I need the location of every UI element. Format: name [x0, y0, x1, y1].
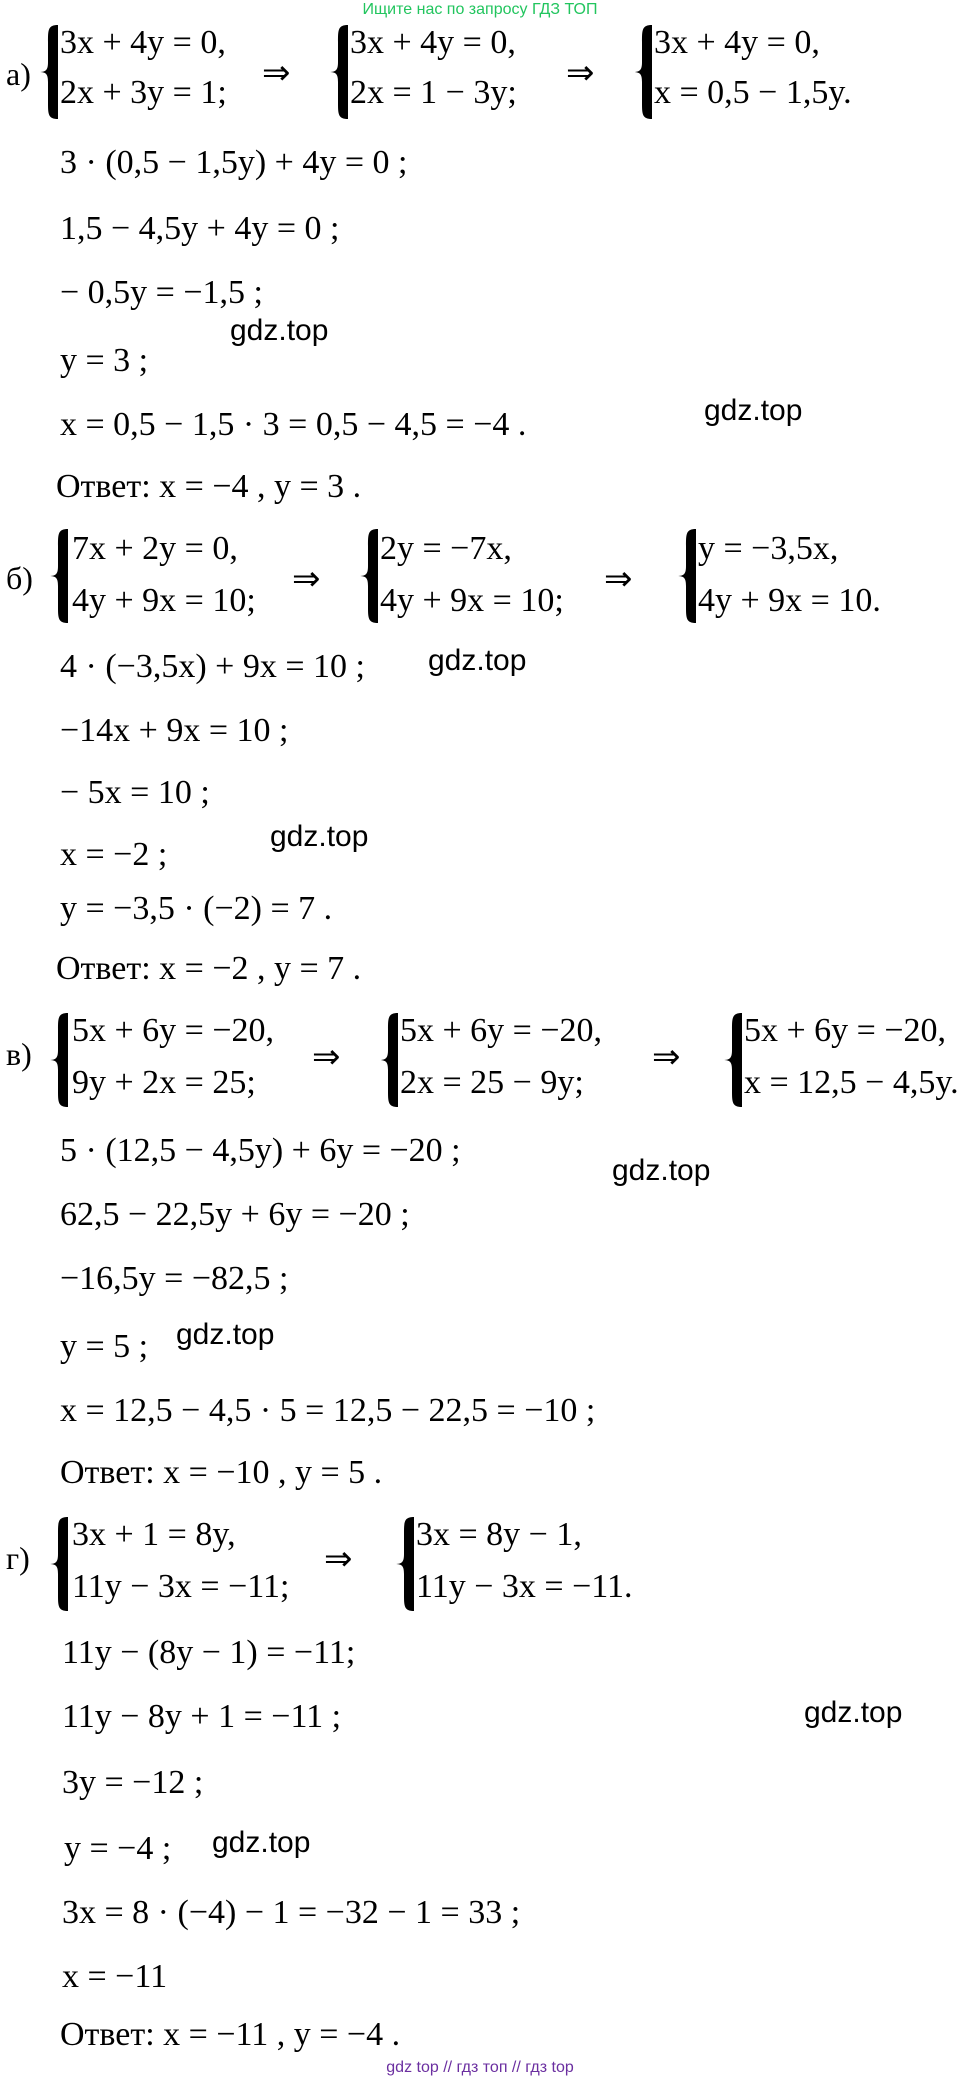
solution-step: 3 · (0,5 − 1,5y) + 4y = 0 ; — [60, 144, 408, 181]
system-line: 3x + 4y = 0, — [350, 24, 516, 61]
solution-step: − 0,5y = −1,5 ; — [60, 274, 263, 311]
implies-arrow: ⇒ — [604, 559, 633, 599]
system-line: 4y + 9x = 10; — [72, 582, 256, 619]
solution-step: 1,5 − 4,5y + 4y = 0 ; — [60, 210, 340, 247]
system-line: 9y + 2x = 25; — [72, 1064, 256, 1101]
system-line: 2x = 25 − 9y; — [400, 1064, 584, 1101]
answer-line: Ответ: x = −4 , y = 3 . — [56, 468, 362, 505]
system-line: 4y + 9x = 10; — [380, 582, 564, 619]
system-brace — [630, 22, 656, 122]
system-line: 5x + 6y = −20, — [72, 1012, 275, 1049]
solution-step: 5 · (12,5 − 4,5y) + 6y = −20 ; — [60, 1132, 461, 1169]
system-line: 3x + 4y = 0, — [654, 24, 820, 61]
system-line: 5x + 6y = −20, — [744, 1012, 947, 1049]
system-line: 3x + 4y = 0, — [60, 24, 226, 61]
implies-arrow: ⇒ — [292, 559, 321, 599]
system-brace — [36, 22, 62, 122]
implies-arrow: ⇒ — [312, 1037, 341, 1077]
answer-line: Ответ: x = −10 , y = 5 . — [60, 1454, 383, 1491]
bottom-banner: gdz top // гдз топ // гдз top — [386, 2059, 574, 2076]
system-line: 4y + 9x = 10. — [698, 582, 881, 619]
answer-line: Ответ: x = −11 , y = −4 . — [60, 2016, 401, 2053]
watermark: gdz.top — [804, 1696, 903, 1729]
system-brace — [674, 526, 700, 626]
solution-step: −14x + 9x = 10 ; — [60, 712, 289, 749]
system-line: 3x = 8y − 1, — [416, 1516, 582, 1553]
part-label-a: а) — [6, 56, 31, 92]
top-banner: Ищите нас по запросу ГДЗ ТОП — [362, 1, 598, 18]
part-label-g: г) — [6, 1540, 30, 1576]
system-line: y = −3,5x, — [698, 530, 839, 567]
system-brace — [326, 22, 352, 122]
watermark: gdz.top — [428, 644, 527, 677]
system-brace — [356, 526, 382, 626]
solution-step: 3y = −12 ; — [62, 1764, 204, 1801]
implies-arrow: ⇒ — [324, 1539, 353, 1579]
implies-arrow: ⇒ — [652, 1037, 681, 1077]
solution-step: y = 3 ; — [60, 342, 149, 379]
watermark: gdz.top — [230, 314, 329, 347]
watermark: gdz.top — [176, 1318, 275, 1351]
solution-step: − 5x = 10 ; — [60, 774, 210, 811]
watermark: gdz.top — [704, 394, 803, 427]
solution-step: x = 12,5 − 4,5 · 5 = 12,5 − 22,5 = −10 ; — [60, 1392, 596, 1429]
solution-step: x = 0,5 − 1,5 · 3 = 0,5 − 4,5 = −4 . — [60, 406, 527, 443]
system-line: 11y − 3x = −11. — [416, 1568, 633, 1605]
implies-arrow: ⇒ — [566, 53, 595, 93]
system-brace — [392, 1514, 418, 1614]
system-line: 7x + 2y = 0, — [72, 530, 238, 567]
watermark: gdz.top — [270, 820, 369, 853]
part-label-b: б) — [6, 560, 33, 596]
watermark: gdz.top — [212, 1826, 311, 1859]
solution-step: 62,5 − 22,5y + 6y = −20 ; — [60, 1196, 410, 1233]
system-line: x = 0,5 − 1,5y. — [654, 74, 852, 111]
system-line: 2x = 1 − 3y; — [350, 74, 517, 111]
solution-step: y = −3,5 · (−2) = 7 . — [60, 890, 333, 927]
system-line: 5x + 6y = −20, — [400, 1012, 603, 1049]
system-line: 2x + 3y = 1; — [60, 74, 227, 111]
system-brace — [46, 1010, 72, 1110]
solution-step: 3x = 8 · (−4) − 1 = −32 − 1 = 33 ; — [62, 1894, 521, 1931]
system-brace — [46, 526, 72, 626]
system-line: 11y − 3x = −11; — [72, 1568, 290, 1605]
solution-step: −16,5y = −82,5 ; — [60, 1260, 289, 1297]
implies-arrow: ⇒ — [262, 53, 291, 93]
solution-step: x = −2 ; — [60, 836, 168, 873]
solution-step: y = 5 ; — [60, 1328, 149, 1365]
part-label-v: в) — [6, 1036, 32, 1072]
solution-step: 4 · (−3,5x) + 9x = 10 ; — [60, 648, 365, 685]
system-brace — [46, 1514, 72, 1614]
system-brace — [720, 1010, 746, 1110]
system-line: x = 12,5 − 4,5y. — [744, 1064, 959, 1101]
system-line: 3x + 1 = 8y, — [72, 1516, 236, 1553]
solution-step: 11y − 8y + 1 = −11 ; — [62, 1698, 342, 1735]
solution-step: x = −11 — [62, 1958, 168, 1995]
answer-line: Ответ: x = −2 , y = 7 . — [56, 950, 362, 987]
system-brace — [376, 1010, 402, 1110]
solution-step: y = −4 ; — [64, 1830, 172, 1867]
watermark: gdz.top — [612, 1154, 711, 1187]
solution-step: 11y − (8y − 1) = −11; — [62, 1634, 356, 1671]
system-line: 2y = −7x, — [380, 530, 512, 567]
